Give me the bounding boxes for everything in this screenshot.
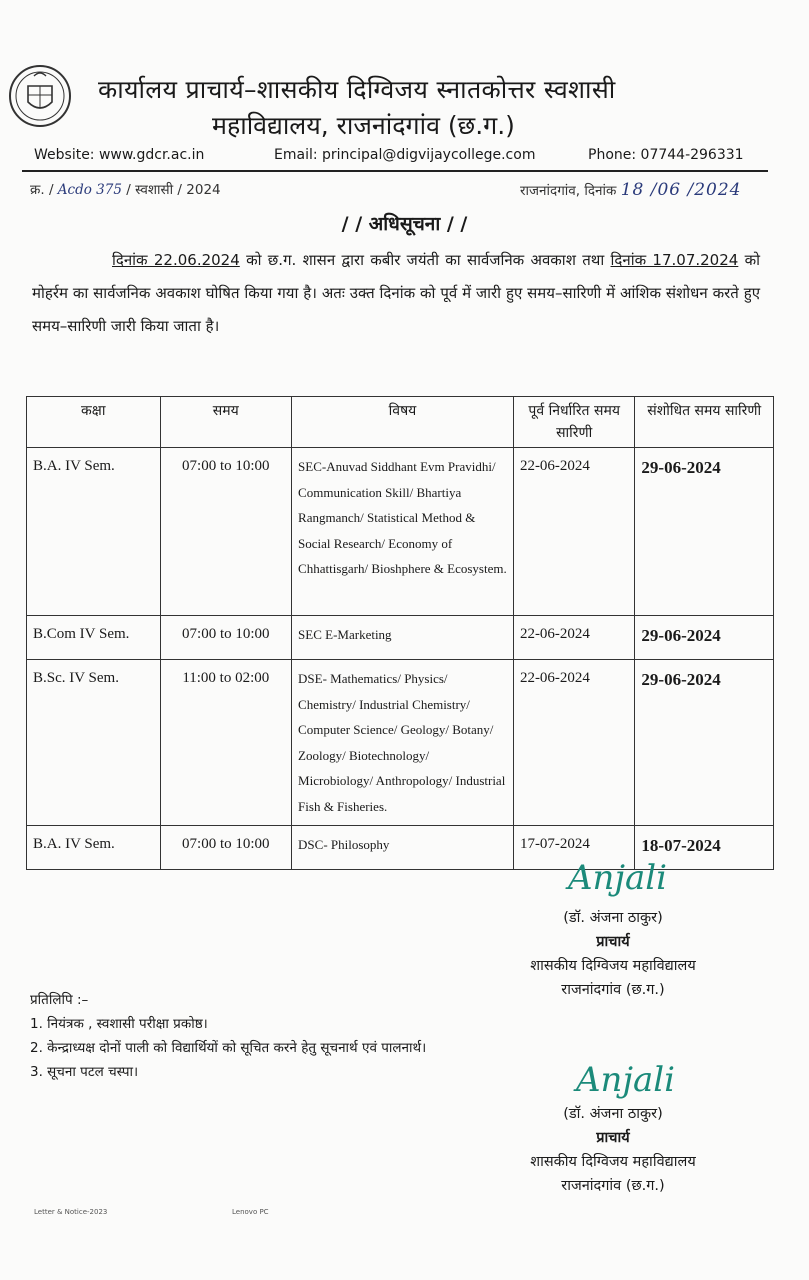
email[interactable]: Email: principal@digvijaycollege.com [274,147,536,163]
holiday-date-1: दिनांक 22.06.2024 [112,251,240,269]
cell-old-date: 22-06-2024 [513,448,634,616]
signatory-org: शासकीय दिग्विजय महाविद्यालय [530,1154,696,1170]
cell-new-date: 18-07-2024 [635,826,774,870]
cell-new-date: 29-06-2024 [635,660,774,826]
cell-class: B.Sc. IV Sem. [27,660,161,826]
signatory-designation: प्राचार्य [596,1130,630,1146]
cell-old-date: 17-07-2024 [513,826,634,870]
footer-left: Letter & Notice-2023 [34,1208,108,1216]
signatory-city: राजनांदगांव (छ.ग.) [561,1178,665,1194]
website[interactable]: Website: www.gdcr.ac.in [34,147,205,163]
holiday-date-2: दिनांक 17.07.2024 [610,251,739,269]
copy-label: प्रतिलिपि :– [30,992,89,1008]
place-date [520,180,742,200]
ref-handwritten: Acdo 375 [57,182,122,198]
cell-class: B.A. IV Sem. [27,826,161,870]
signature-block-2 [498,1102,728,1198]
copy-item: 2. केन्द्राध्यक्ष दोनों पाली को विद्यार्थियों को सूचित करने हेतु सूचनार्थ एवं पालनार्थ। [30,1040,427,1056]
timetable [26,396,774,870]
reference-number [30,180,221,198]
header-line2: महाविद्यालय, राजनांदगांव (छ.ग.) [212,111,515,140]
cell-time: 07:00 to 10:00 [160,616,292,660]
notice-text-1: को छ.ग. शासन द्वारा कबीर जयंती का सार्वजनिक अवकाश तथा [239,251,611,269]
header-divider [22,170,768,172]
signature-scrawl: Anjali [568,858,668,898]
table-row [27,660,774,826]
header-line1: कार्यालय प्राचार्य–शासकीय दिग्विजय स्नातकोत्तर स्वशासी [98,75,616,104]
header-class: कक्षा [27,397,161,448]
notice-body [32,244,760,343]
header-old-schedule: पूर्व निर्धारित समय सारिणी [513,397,634,448]
cell-new-date: 29-06-2024 [635,448,774,616]
signature-block-1 [498,906,728,1002]
cell-subject: DSE- Mathematics/ Physics/ Chemistry/ Industrial Chemistry/ Computer Science/ Geology/ Botany/ Zoology/ Biotechnology/ Microbiology/ Anthropology/ Industrial Fish & Fisheries. [292,660,514,826]
cell-subject: SEC-Anuvad Siddhant Evm Pravidhi/ Communication Skill/ Bhartiya Rangmanch/ Statistical Method & Social Research/ Economy of Chhattisgarh/ Bioshphere & Ecosystem. [292,448,514,616]
cell-time: 11:00 to 02:00 [160,660,292,826]
issue-date: 18 /06 /2024 [620,180,742,200]
signature-scrawl: Anjali [576,1060,676,1100]
cell-old-date: 22-06-2024 [513,660,634,826]
signatory-org: शासकीय दिग्विजय महाविद्यालय [530,958,696,974]
ref-prefix: क्र. / [30,182,54,198]
table-header-row [27,397,774,448]
notice-title: / / अधिसूचना / / [341,213,468,235]
signatory-name: (डॉ. अंजना ठाकुर) [563,1106,663,1122]
signatory-designation: प्राचार्य [596,934,630,950]
cell-subject: DSC- Philosophy [292,826,514,870]
cell-class: B.Com IV Sem. [27,616,161,660]
table-row [27,616,774,660]
cell-old-date: 22-06-2024 [513,616,634,660]
ref-suffix: / स्वशासी / 2024 [126,182,221,198]
cell-time: 07:00 to 10:00 [160,826,292,870]
copy-section [30,988,426,1084]
signatory-name: (डॉ. अंजना ठाकुर) [563,910,663,926]
header-subject: विषय [292,397,514,448]
copy-item: 1. नियंत्रक , स्वशासी परीक्षा प्रकोष्ठ। [30,1016,208,1032]
table-row [27,448,774,616]
notice-text-2: को मोहर्रम का सार्वजनिक अवकाश घोषित किया गया है। अतः उक्त दिनांक को पूर्व में जारी हुए समय–सारिणी में आंशिक संशोधन करते हुए समय–सारिणी जारी किया जाता है। [32,251,761,335]
header-revised-schedule: संशोधित समय सारिणी [635,397,774,448]
cell-subject: SEC E-Marketing [292,616,514,660]
cell-new-date: 29-06-2024 [635,616,774,660]
header-time: समय [160,397,292,448]
place-label: राजनांदगांव, दिनांक [520,183,617,199]
signatory-city: राजनांदगांव (छ.ग.) [561,982,665,998]
cell-time: 07:00 to 10:00 [160,448,292,616]
cell-class: B.A. IV Sem. [27,448,161,616]
phone: Phone: 07744-296331 [588,147,744,163]
footer-right: Lenovo PC [232,1208,269,1216]
copy-item: 3. सूचना पटल चस्पा। [30,1064,139,1080]
college-logo [8,62,72,130]
